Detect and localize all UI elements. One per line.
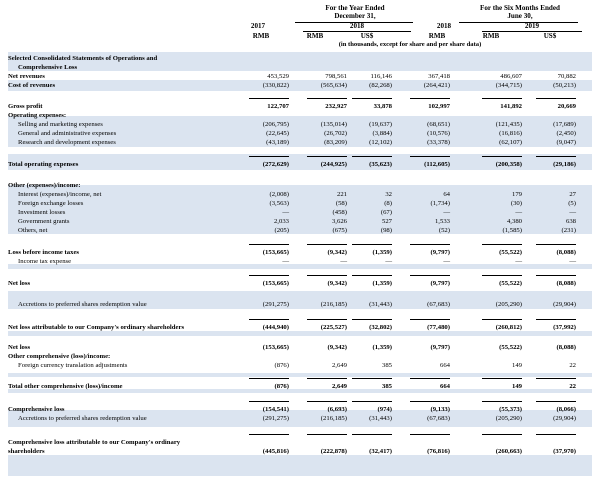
total-rule <box>307 378 347 379</box>
total-rule <box>536 156 576 157</box>
row-label: Net loss <box>8 280 31 287</box>
cell-value: (153,665) <box>262 344 289 351</box>
cell-value: (55,373) <box>499 406 522 413</box>
cell-value: (58) <box>335 200 347 207</box>
cell-value: (5) <box>568 200 576 207</box>
cell-value: (876) <box>274 383 289 390</box>
table-row <box>0 72 600 81</box>
cell-value: (77,480) <box>427 324 450 331</box>
cell-value: (32,417) <box>369 448 392 455</box>
table-row <box>0 248 600 257</box>
cell-value: 1,533 <box>434 218 450 225</box>
cell-value: 122,707 <box>267 103 289 110</box>
cell-value: (153,665) <box>262 280 289 287</box>
cell-value: 32 <box>385 191 392 198</box>
row-label: Foreign exchange losses <box>18 200 84 207</box>
row-label: Interest (expenses)/income, net <box>18 191 102 198</box>
row-label: Operating expenses: <box>8 112 67 119</box>
cell-value: (62,107) <box>499 139 522 146</box>
cell-value: (675) <box>332 227 347 234</box>
cell-value: 179 <box>511 191 522 198</box>
cell-value: 486,607 <box>500 73 522 80</box>
cell-value: (260,663) <box>495 448 522 455</box>
cell-value: (153,665) <box>262 249 289 256</box>
row-label: shareholders <box>8 448 45 455</box>
cell-value: (1,734) <box>430 200 450 207</box>
total-rule <box>249 275 289 276</box>
table-row <box>0 257 600 266</box>
cell-value: 2,033 <box>273 218 289 225</box>
cell-value: (272,629) <box>262 161 289 168</box>
total-rule <box>482 156 522 157</box>
cell-value: (67,683) <box>427 301 450 308</box>
currency-col-1: RMB <box>252 32 270 40</box>
cell-value: (205) <box>274 227 289 234</box>
cell-value: (291,275) <box>262 301 289 308</box>
cell-value: 453,529 <box>267 73 289 80</box>
total-rule <box>249 434 289 435</box>
cell-value: (9,342) <box>327 280 347 287</box>
cell-value: (37,970) <box>553 448 576 455</box>
total-rule <box>352 378 392 379</box>
cell-value: 798,561 <box>325 73 347 80</box>
cell-value: (1,359) <box>372 280 392 287</box>
total-rule <box>482 98 522 99</box>
table-row <box>0 226 600 235</box>
cell-value: (67) <box>380 209 392 216</box>
six-month-group-header: For the Six Months Ended June 30, <box>480 4 560 20</box>
total-rule <box>249 401 289 402</box>
row-label: Accretions to preferred shares redemption value <box>18 301 147 308</box>
table-row <box>0 129 600 138</box>
cell-value: 64 <box>443 191 450 198</box>
cell-value: (205,290) <box>495 415 522 422</box>
cell-value: 2,649 <box>331 362 347 369</box>
row-label: Research and development expenses <box>18 139 116 146</box>
row-label: Selected Consolidated Statements of Operations and <box>8 55 158 62</box>
cell-value: (9,342) <box>327 249 347 256</box>
cell-value: (29,904) <box>553 301 576 308</box>
cell-value: (6,693) <box>327 406 347 413</box>
total-rule <box>352 244 392 245</box>
cell-value: 27 <box>569 191 576 198</box>
cell-value: (8,088) <box>556 249 576 256</box>
row-label: Net loss attributable to our Company's ordinary shareholders <box>8 324 185 331</box>
row-label: General and administrative expenses <box>18 130 117 137</box>
total-rule <box>482 401 522 402</box>
cell-value: (1,585) <box>502 227 522 234</box>
total-rule <box>249 156 289 157</box>
cell-value: 232,927 <box>325 103 347 110</box>
table-row <box>0 447 600 456</box>
cell-value: — <box>515 258 522 265</box>
table-row <box>0 343 600 352</box>
total-rule <box>307 98 347 99</box>
cell-value: (83,209) <box>324 139 347 146</box>
cell-value: (291,275) <box>262 415 289 422</box>
cell-value: 4,380 <box>506 218 522 225</box>
cell-value: (216,185) <box>320 415 347 422</box>
cell-value: — <box>569 209 576 216</box>
cell-value: (8,088) <box>556 344 576 351</box>
cell-value: (1,359) <box>372 344 392 351</box>
cell-value: (8,088) <box>556 280 576 287</box>
cell-value: 2,649 <box>331 383 347 390</box>
cell-value: (33,378) <box>427 139 450 146</box>
cell-value: 385 <box>381 383 392 390</box>
total-rule <box>536 401 576 402</box>
total-rule <box>307 434 347 435</box>
cell-value: (82,268) <box>369 82 392 89</box>
table-row <box>0 102 600 111</box>
cell-value: (974) <box>377 406 392 413</box>
total-rule <box>307 275 347 276</box>
row-label: Income tax expense <box>18 258 72 265</box>
cell-value: (22,645) <box>266 130 289 137</box>
cell-value: (55,522) <box>499 249 522 256</box>
cell-value: 116,146 <box>370 73 392 80</box>
table-row <box>0 279 600 288</box>
currency-col-2: RMB <box>306 32 324 40</box>
total-rule <box>536 244 576 245</box>
total-rule <box>482 319 522 320</box>
table-row <box>0 300 600 309</box>
table-row <box>0 181 600 190</box>
cell-value: (17,689) <box>553 121 576 128</box>
cell-value: (3,563) <box>269 200 289 207</box>
table-row <box>0 208 600 217</box>
table-row <box>0 361 600 370</box>
cell-value: 367,418 <box>428 73 450 80</box>
row-label: Other comprehensive (loss)/income: <box>8 353 111 360</box>
row-label: Others, net <box>18 227 48 234</box>
cell-value: 221 <box>336 191 347 198</box>
cell-value: 385 <box>381 362 392 369</box>
currency-col-5: RMB <box>482 32 500 40</box>
cell-value: 638 <box>565 218 576 225</box>
table-row <box>0 382 600 391</box>
total-rule <box>307 401 347 402</box>
cell-value: (10,576) <box>427 130 450 137</box>
cell-value: 3,626 <box>331 218 347 225</box>
cell-value: (2,450) <box>556 130 576 137</box>
year-label-2018: 2018 <box>349 22 365 30</box>
year-label-2018-half: 2018 <box>436 22 452 30</box>
table-row <box>0 138 600 147</box>
cell-value: — <box>282 209 289 216</box>
cell-value: (68,651) <box>427 121 450 128</box>
currency-col-3: US$ <box>360 32 374 40</box>
total-rule <box>482 244 522 245</box>
cell-value: — <box>340 258 347 265</box>
cell-value: 664 <box>439 383 450 390</box>
row-label: Accretions to preferred shares redemption value <box>18 415 147 422</box>
total-rule <box>482 378 522 379</box>
total-rule <box>410 98 450 99</box>
total-rule <box>352 275 392 276</box>
cell-value: (222,878) <box>320 448 347 455</box>
row-label: Total operating expenses <box>8 161 79 168</box>
total-rule <box>307 244 347 245</box>
cell-value: (154,541) <box>262 406 289 413</box>
cell-value: (344,715) <box>495 82 522 89</box>
cell-value: 22 <box>569 383 576 390</box>
cell-value: (260,812) <box>495 324 522 331</box>
year-group-header: For the Year Ended December 31, <box>325 4 385 20</box>
total-rule <box>307 156 347 157</box>
total-rule <box>536 319 576 320</box>
row-shade <box>8 455 592 476</box>
cell-value: (30) <box>510 200 522 207</box>
currency-col-6: US$ <box>543 32 557 40</box>
cell-value: (43,189) <box>266 139 289 146</box>
cell-value: 527 <box>381 218 392 225</box>
cell-value: (9,133) <box>430 406 450 413</box>
table-row <box>0 54 600 63</box>
cell-value: (2,008) <box>269 191 289 198</box>
cell-value: — <box>282 258 289 265</box>
table-row <box>0 81 600 90</box>
cell-value: (200,358) <box>495 161 522 168</box>
cell-value: (135,014) <box>320 121 347 128</box>
total-rule <box>536 378 576 379</box>
cell-value: (26,702) <box>324 130 347 137</box>
cell-value: (244,925) <box>320 161 347 168</box>
total-rule <box>249 319 289 320</box>
total-rule <box>482 434 522 435</box>
cell-value: (216,185) <box>320 301 347 308</box>
cell-value: (264,421) <box>423 82 450 89</box>
total-rule <box>410 319 450 320</box>
total-rule <box>410 156 450 157</box>
cell-value: (121,435) <box>495 121 522 128</box>
row-label: Foreign currency translation adjustments <box>18 362 128 369</box>
cell-value: (19,637) <box>369 121 392 128</box>
row-label: Net revenues <box>8 73 45 80</box>
row-label: Cost of revenues <box>8 82 56 89</box>
row-label: Comprehensive loss <box>8 406 65 413</box>
row-label: Investment losses <box>18 209 66 216</box>
row-label: Gross profit <box>8 103 43 110</box>
cell-value: (29,904) <box>553 415 576 422</box>
total-rule <box>410 401 450 402</box>
table-row <box>0 190 600 199</box>
table-row <box>0 120 600 129</box>
cell-value: (458) <box>332 209 347 216</box>
table-row <box>0 323 600 332</box>
cell-value: — <box>385 258 392 265</box>
cell-value: (9,797) <box>430 344 450 351</box>
cell-value: (67,683) <box>427 415 450 422</box>
cell-value: 102,997 <box>428 103 450 110</box>
total-rule <box>482 275 522 276</box>
cell-value: (52) <box>438 227 450 234</box>
currency-col-4: RMB <box>428 32 446 40</box>
total-rule <box>249 244 289 245</box>
total-rule <box>410 378 450 379</box>
cell-value: (50,213) <box>553 82 576 89</box>
row-label: Net loss <box>8 344 31 351</box>
total-rule <box>352 401 392 402</box>
table-row <box>0 352 600 361</box>
total-rule <box>352 98 392 99</box>
table-row <box>0 217 600 226</box>
cell-value: (9,047) <box>556 139 576 146</box>
total-rule <box>307 319 347 320</box>
cell-value: (37,992) <box>553 324 576 331</box>
cell-value: (445,816) <box>262 448 289 455</box>
total-rule <box>410 275 450 276</box>
cell-value: — <box>515 209 522 216</box>
cell-value: (35,623) <box>369 161 392 168</box>
cell-value: 70,882 <box>557 73 576 80</box>
cell-value: — <box>569 258 576 265</box>
total-rule <box>410 244 450 245</box>
cell-value: (8) <box>384 200 392 207</box>
row-label: Selling and marketing expenses <box>18 121 103 128</box>
cell-value: (112,605) <box>424 161 450 168</box>
table-row <box>0 63 600 72</box>
total-rule <box>352 319 392 320</box>
row-label: Loss before income taxes <box>8 249 80 256</box>
table-row <box>0 405 600 414</box>
table-row <box>0 199 600 208</box>
cell-value: (205,290) <box>495 301 522 308</box>
cell-value: 149 <box>511 383 522 390</box>
cell-value: (31,443) <box>369 301 392 308</box>
cell-value: (32,802) <box>369 324 392 331</box>
row-label: Government grants <box>18 218 70 225</box>
row-label: Comprehensive loss attributable to our Company's ordinary <box>8 439 181 446</box>
cell-value: — <box>443 209 450 216</box>
cell-value: (9,342) <box>327 344 347 351</box>
cell-value: (55,522) <box>499 344 522 351</box>
cell-value: (76,816) <box>427 448 450 455</box>
total-rule <box>249 98 289 99</box>
cell-value: (876) <box>274 362 289 369</box>
cell-value: (330,822) <box>262 82 289 89</box>
total-rule <box>352 156 392 157</box>
cell-value: 20,669 <box>557 103 576 110</box>
cell-value: 141,892 <box>500 103 522 110</box>
cell-value: 664 <box>439 362 450 369</box>
cell-value: (8,066) <box>556 406 576 413</box>
cell-value: (9,797) <box>430 280 450 287</box>
cell-value: — <box>443 258 450 265</box>
cell-value: (29,186) <box>553 161 576 168</box>
row-shade <box>8 373 592 377</box>
total-rule <box>352 434 392 435</box>
cell-value: 22 <box>569 362 576 369</box>
cell-value: (55,522) <box>499 280 522 287</box>
table-row <box>0 111 600 120</box>
cell-value: 149 <box>511 362 522 369</box>
cell-value: (98) <box>380 227 392 234</box>
total-rule <box>410 434 450 435</box>
cell-value: (12,102) <box>369 139 392 146</box>
cell-value: (444,940) <box>262 324 289 331</box>
table-row <box>0 414 600 423</box>
cell-value: (1,359) <box>372 249 392 256</box>
total-rule <box>536 275 576 276</box>
table-row <box>0 160 600 169</box>
total-rule <box>536 98 576 99</box>
row-label: Other (expenses)/income: <box>8 182 81 189</box>
row-label: Total other comprehensive (loss)/income <box>8 383 123 390</box>
cell-value: (31,443) <box>369 415 392 422</box>
year-label-2017: 2017 <box>250 22 266 30</box>
total-rule <box>536 434 576 435</box>
cell-value: (3,884) <box>372 130 392 137</box>
table-row <box>0 438 600 447</box>
cell-value: (16,816) <box>499 130 522 137</box>
cell-value: (206,795) <box>262 121 289 128</box>
cell-value: (565,634) <box>320 82 347 89</box>
total-rule <box>249 378 289 379</box>
cell-value: (231) <box>561 227 576 234</box>
year-label-2019: 2019 <box>524 22 540 30</box>
row-label: Comprehensive Loss <box>18 64 78 71</box>
unit-note: (in thousands, except for share and per share data) <box>338 41 482 48</box>
cell-value: (9,797) <box>430 249 450 256</box>
cell-value: (225,527) <box>320 324 347 331</box>
cell-value: 33,878 <box>373 103 392 110</box>
